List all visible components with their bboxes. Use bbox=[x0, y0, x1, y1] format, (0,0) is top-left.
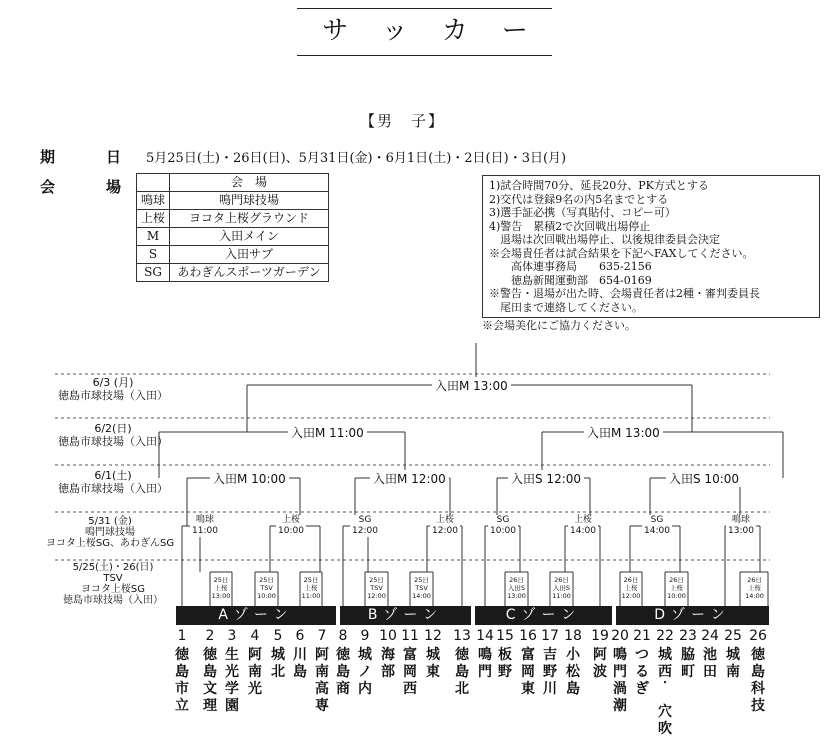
page-title: サッカー bbox=[322, 16, 562, 46]
team-number: 13 bbox=[453, 628, 471, 644]
venue-row: 鳴球 鳴門球技場 bbox=[137, 192, 329, 210]
team-name: 徳 島 科 技 bbox=[751, 647, 765, 714]
team-name: 富 岡 西 bbox=[403, 647, 417, 697]
r16-match: SG 12:00 bbox=[350, 515, 380, 537]
team-name: 海 部 bbox=[381, 647, 395, 680]
team-entry bbox=[699, 628, 721, 681]
team-entry bbox=[654, 628, 676, 738]
final-match: 入田M 13:00 bbox=[432, 377, 511, 394]
team-number: 1 bbox=[177, 628, 187, 644]
team-name: 徳 島 市 立 bbox=[175, 647, 189, 714]
venue-row: M 入田メイン bbox=[137, 228, 329, 246]
team-name: 富 岡 東 bbox=[521, 647, 535, 697]
r16-match: 上桜 10:00 bbox=[276, 515, 306, 537]
team-number: 23 bbox=[679, 628, 697, 644]
team-entry bbox=[199, 628, 221, 715]
team-entry bbox=[451, 628, 473, 698]
team-name: 板 野 bbox=[498, 647, 512, 680]
team-number: 24 bbox=[701, 628, 719, 644]
team-number: 15 bbox=[496, 628, 514, 644]
team-entry bbox=[244, 628, 266, 698]
semi-match-2: 入田M 13:00 bbox=[584, 424, 663, 441]
r1-match: 26日 上桜 10:00 bbox=[667, 576, 686, 600]
venue-label: 会 場 bbox=[40, 178, 140, 196]
r1-match: 25日 TSV 14:00 bbox=[412, 576, 431, 600]
team-entry bbox=[562, 628, 584, 698]
team-entry bbox=[332, 628, 354, 698]
team-entry bbox=[517, 628, 539, 698]
note-line: 徳島新聞運動部 654-0169 bbox=[489, 273, 652, 287]
zone-c: Cゾーン bbox=[475, 606, 612, 625]
team-number: 21 bbox=[633, 628, 651, 644]
team-number: 11 bbox=[401, 628, 419, 644]
semi-match-1: 入田M 11:00 bbox=[288, 424, 367, 441]
round-label-r16: 5/31 (金) 鳴門球技場 ヨコタ上桜SG、あわぎんSG bbox=[45, 516, 175, 549]
round-label-r1: 5/25(土)・26(日) TSV ヨコタ上桜SG 徳島市球技場（入田） bbox=[63, 562, 163, 606]
r16-match: SG 14:00 bbox=[642, 515, 672, 537]
team-number: 26 bbox=[749, 628, 767, 644]
team-number: 20 bbox=[611, 628, 629, 644]
team-number: 12 bbox=[424, 628, 442, 644]
team-entry bbox=[399, 628, 421, 698]
team-number: 25 bbox=[724, 628, 742, 644]
r16-match: 鳴球 13:00 bbox=[726, 515, 756, 537]
note-line: 1)試合時間70分、延長20分、PK方式とする bbox=[489, 179, 709, 192]
team-name: 吉 野 川 bbox=[543, 647, 557, 697]
round-label-final: 6/3 (月) 徳島市球技場（入田） bbox=[58, 376, 168, 402]
r1-match: 25日 上桜 13:00 bbox=[211, 576, 231, 600]
team-entry bbox=[377, 628, 399, 681]
r1-match: 25日 TSV 10:00 bbox=[257, 576, 276, 600]
note-line: 2)交代は登録9名の内5名までとする bbox=[489, 192, 669, 206]
note-line: 高体連事務局 635-2156 bbox=[489, 260, 652, 273]
note-line: 3)選手証必携（写真貼付、コピー可） bbox=[489, 206, 676, 219]
team-entry bbox=[474, 628, 496, 681]
r1-match: 25日 上桜 11:00 bbox=[301, 576, 321, 600]
venue-row: 上桜 ヨコタ上桜グラウンド bbox=[137, 210, 329, 228]
r1-match: 25日 TSV 12:00 bbox=[367, 576, 386, 600]
note-line: 尾田まで連絡してください。 bbox=[489, 300, 643, 314]
round-label-semis: 6/2(日) 徳島市球技場（入田） bbox=[58, 422, 168, 448]
team-name: 城 北 bbox=[271, 647, 285, 680]
team-number: 7 bbox=[317, 628, 327, 644]
team-number: 8 bbox=[338, 628, 348, 644]
team-entry bbox=[539, 628, 561, 698]
team-name: 小 松 島 bbox=[566, 647, 580, 697]
team-name: 徳 島 北 bbox=[455, 647, 469, 697]
note-line: ※警告・退場が出た時、会場責任者は2種・審判委員長 bbox=[489, 287, 760, 300]
team-number: 6 bbox=[295, 628, 305, 644]
team-name: 阿 南 光 bbox=[248, 647, 262, 697]
r16-match: 上桜 14:00 bbox=[568, 515, 598, 537]
team-entry bbox=[289, 628, 311, 681]
team-entry bbox=[354, 628, 376, 698]
team-entry bbox=[747, 628, 769, 715]
team-entry bbox=[589, 628, 611, 681]
team-name: 城 ノ 内 bbox=[358, 647, 372, 697]
team-entry bbox=[722, 628, 744, 681]
r16-match: 上桜 12:00 bbox=[430, 515, 460, 537]
team-name: 脇 町 bbox=[681, 647, 695, 680]
team-name: 徳 島 文 理 bbox=[203, 647, 217, 714]
team-number: 4 bbox=[250, 628, 260, 644]
team-name: 城 西 ・ 穴 吹 bbox=[658, 647, 672, 737]
team-name: 城 東 bbox=[426, 647, 440, 680]
period-value: 5月25日(土)・26日(日)、5月31日(金)・6月1日(土)・2日(日)・3日(月) bbox=[146, 151, 567, 166]
team-number: 22 bbox=[656, 628, 674, 644]
r1-match: 26日 入田S 13:00 bbox=[507, 576, 526, 600]
quarter-match-2: 入田M 12:00 bbox=[370, 470, 449, 487]
zone-a: Aゾーン bbox=[176, 606, 336, 625]
quarter-match-4: 入田S 10:00 bbox=[666, 470, 742, 487]
team-entry bbox=[422, 628, 444, 681]
note-line: 退場は次回戦出場停止、以後規律委員会決定 bbox=[489, 233, 720, 246]
team-entry bbox=[221, 628, 243, 715]
zone-d: Dゾーン bbox=[616, 606, 769, 625]
team-number: 17 bbox=[541, 628, 559, 644]
team-entry bbox=[609, 628, 631, 715]
r1-match: 26日 上桜 12:00 bbox=[621, 576, 641, 600]
r16-match: SG 10:00 bbox=[488, 515, 518, 537]
quarter-match-3: 入田S 12:00 bbox=[508, 470, 584, 487]
team-number: 16 bbox=[519, 628, 537, 644]
team-name: 阿 南 高 専 bbox=[315, 647, 329, 714]
team-name: 川 島 bbox=[293, 647, 307, 680]
team-name: 鳴 門 bbox=[478, 647, 492, 680]
team-name: 徳 島 商 bbox=[336, 647, 350, 697]
team-number: 19 bbox=[591, 628, 609, 644]
team-number: 14 bbox=[476, 628, 494, 644]
team-entry bbox=[267, 628, 289, 681]
team-name: 阿 波 bbox=[593, 647, 607, 680]
venue-header: 会 場 bbox=[170, 174, 329, 192]
team-number: 3 bbox=[227, 628, 237, 644]
r1-match: 26日 入田S 11:00 bbox=[552, 576, 571, 600]
team-name: 城 南 bbox=[726, 647, 740, 680]
team-name: 池 田 bbox=[703, 647, 717, 680]
r16-match: 鳴球 11:00 bbox=[190, 515, 220, 537]
venue-row: S 入田サブ bbox=[137, 246, 329, 264]
team-entry bbox=[631, 628, 653, 698]
footnote: ※会場美化にご協力ください。 bbox=[482, 319, 636, 332]
team-name: 生 光 学 園 bbox=[225, 647, 239, 714]
period-label: 期 日 bbox=[40, 148, 140, 166]
team-entry bbox=[677, 628, 699, 681]
team-name: 鳴 門 渦 潮 bbox=[613, 647, 627, 714]
quarter-match-1: 入田M 10:00 bbox=[210, 470, 289, 487]
team-number: 2 bbox=[205, 628, 215, 644]
team-number: 10 bbox=[379, 628, 397, 644]
note-line: 4)警告 累積2で次回戦出場停止 bbox=[489, 219, 651, 233]
r1-match: 26日 上桜 14:00 bbox=[742, 576, 767, 600]
team-number: 5 bbox=[273, 628, 283, 644]
team-number: 18 bbox=[564, 628, 582, 644]
team-entry bbox=[311, 628, 333, 715]
note-line: ※会場責任者は試合結果を下記へFAXしてください。 bbox=[489, 246, 754, 260]
team-entry bbox=[494, 628, 516, 681]
team-entry bbox=[171, 628, 193, 715]
venue-row: SG あわぎんスポーツガーデン bbox=[137, 264, 329, 282]
team-number: 9 bbox=[360, 628, 370, 644]
zone-b: Bゾーン bbox=[340, 606, 471, 625]
section-heading: 【男 子】 bbox=[360, 112, 446, 130]
team-name: つ る ぎ bbox=[635, 647, 649, 697]
round-label-quarters: 6/1(土) 徳島市球技場（入田） bbox=[58, 469, 168, 495]
